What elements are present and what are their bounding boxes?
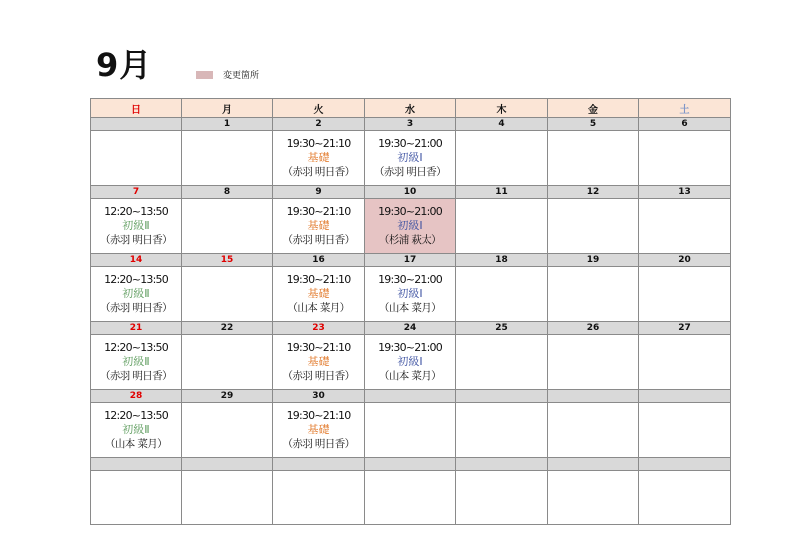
date-cell <box>91 458 182 471</box>
legend-label: 変更箇所 <box>223 71 260 81</box>
lesson-time: 19:30~21:00 <box>378 205 442 218</box>
lesson-course: 基礎 <box>307 287 330 300</box>
date-cell: 11 <box>456 186 548 199</box>
date-cell: 14 <box>91 254 182 267</box>
date-cell: 1 <box>182 118 273 131</box>
date-cell: 16 <box>273 254 365 267</box>
day-cell[interactable] <box>365 267 456 322</box>
lesson-time: 12:20~13:50 <box>104 273 168 286</box>
event-row <box>91 199 731 254</box>
day-cell[interactable] <box>365 471 456 525</box>
lesson-course: 初級Ⅰ <box>397 219 423 232</box>
day-cell[interactable] <box>182 471 273 525</box>
day-cell[interactable] <box>182 267 273 322</box>
day-cell[interactable] <box>182 335 273 390</box>
day-cell[interactable] <box>182 199 273 254</box>
lesson-entry <box>365 199 455 247</box>
lesson-teacher: （杉浦 萩太） <box>378 234 442 246</box>
date-cell: 25 <box>456 322 548 335</box>
lesson-teacher: （赤羽 明日香） <box>282 438 355 450</box>
date-cell: 21 <box>91 322 182 335</box>
day-cell[interactable] <box>548 199 639 254</box>
lesson-time: 19:30~21:10 <box>286 273 351 286</box>
lesson-course: 初級Ⅱ <box>122 219 150 232</box>
day-cell[interactable] <box>91 471 182 525</box>
lesson-course: 基礎 <box>307 151 330 164</box>
lesson-time: 19:30~21:00 <box>378 341 442 354</box>
day-cell[interactable] <box>91 403 182 458</box>
event-row <box>91 131 731 186</box>
day-cell[interactable] <box>273 199 365 254</box>
lesson-entry <box>273 403 364 451</box>
day-cell[interactable] <box>182 131 273 186</box>
date-cell <box>273 458 365 471</box>
lesson-course: 基礎 <box>307 423 330 436</box>
date-cell: 29 <box>182 390 273 403</box>
date-row <box>91 186 731 199</box>
date-cell <box>365 458 456 471</box>
lesson-entry <box>365 131 455 179</box>
day-cell[interactable] <box>639 403 731 458</box>
day-cell[interactable] <box>548 471 639 525</box>
lesson-time: 12:20~13:50 <box>104 205 168 218</box>
legend <box>196 68 259 81</box>
lesson-teacher: （山本 菜月） <box>378 370 442 382</box>
event-row <box>91 267 731 322</box>
lesson-entry <box>273 199 364 247</box>
lesson-entry <box>365 267 455 315</box>
lesson-entry <box>91 403 181 451</box>
day-cell[interactable] <box>273 335 365 390</box>
lesson-entry <box>91 267 181 315</box>
day-cell[interactable] <box>639 199 731 254</box>
weekday-sat: 土 <box>639 99 731 118</box>
day-cell[interactable] <box>456 335 548 390</box>
lesson-teacher: （赤羽 明日香） <box>99 302 173 314</box>
lesson-time: 19:30~21:00 <box>378 137 442 150</box>
date-cell: 6 <box>639 118 731 131</box>
date-cell <box>548 390 639 403</box>
lesson-time: 19:30~21:10 <box>286 205 351 218</box>
month-title: 9月 <box>96 46 153 84</box>
lesson-teacher: （山本 菜月） <box>287 302 350 314</box>
date-cell: 8 <box>182 186 273 199</box>
date-cell: 15 <box>182 254 273 267</box>
date-cell: 5 <box>548 118 639 131</box>
lesson-course: 初級Ⅰ <box>397 151 423 164</box>
day-cell[interactable] <box>639 267 731 322</box>
lesson-entry <box>365 335 455 383</box>
day-cell[interactable] <box>91 131 182 186</box>
lesson-teacher: （赤羽 明日香） <box>99 370 173 382</box>
lesson-course: 初級Ⅱ <box>122 423 150 436</box>
weekday-mon: 月 <box>182 99 273 118</box>
lesson-entry <box>273 131 364 179</box>
lesson-course: 初級Ⅰ <box>397 355 423 368</box>
weekday-wed: 水 <box>365 99 456 118</box>
lesson-teacher: （山本 菜月） <box>104 438 168 450</box>
day-cell[interactable] <box>273 403 365 458</box>
lesson-time: 19:30~21:10 <box>286 341 351 354</box>
date-cell <box>639 458 731 471</box>
lesson-time: 19:30~21:00 <box>378 273 442 286</box>
lesson-course: 基礎 <box>307 355 330 368</box>
lesson-teacher: （山本 菜月） <box>378 302 442 314</box>
date-cell: 30 <box>273 390 365 403</box>
day-cell[interactable] <box>456 267 548 322</box>
lesson-teacher: （赤羽 明日香） <box>282 234 355 246</box>
date-cell <box>456 458 548 471</box>
date-cell: 19 <box>548 254 639 267</box>
date-row <box>91 118 731 131</box>
date-cell <box>91 118 182 131</box>
weekday-thu: 木 <box>456 99 548 118</box>
date-cell: 26 <box>548 322 639 335</box>
day-cell[interactable] <box>91 267 182 322</box>
date-cell: 23 <box>273 322 365 335</box>
lesson-course: 初級Ⅱ <box>122 355 150 368</box>
date-cell: 20 <box>639 254 731 267</box>
day-cell[interactable] <box>182 403 273 458</box>
lesson-time: 12:20~13:50 <box>104 341 168 354</box>
day-cell[interactable] <box>365 131 456 186</box>
day-cell[interactable] <box>548 267 639 322</box>
day-cell[interactable] <box>365 335 456 390</box>
date-cell <box>456 390 548 403</box>
lesson-time: 19:30~21:10 <box>286 137 351 150</box>
date-cell <box>365 390 456 403</box>
event-row <box>91 471 731 525</box>
date-cell: 3 <box>365 118 456 131</box>
day-cell[interactable] <box>639 131 731 186</box>
lesson-teacher: （赤羽 明日香） <box>373 166 447 178</box>
day-cell[interactable] <box>548 403 639 458</box>
day-cell[interactable] <box>365 199 456 254</box>
date-cell: 28 <box>91 390 182 403</box>
date-cell: 4 <box>456 118 548 131</box>
event-row <box>91 403 731 458</box>
day-cell[interactable] <box>548 335 639 390</box>
date-cell: 13 <box>639 186 731 199</box>
day-cell[interactable] <box>91 335 182 390</box>
date-row <box>91 458 731 471</box>
date-cell <box>548 458 639 471</box>
day-cell[interactable] <box>91 199 182 254</box>
day-cell[interactable] <box>456 131 548 186</box>
date-row <box>91 322 731 335</box>
date-cell: 22 <box>182 322 273 335</box>
date-cell: 27 <box>639 322 731 335</box>
day-cell[interactable] <box>273 267 365 322</box>
date-cell: 2 <box>273 118 365 131</box>
date-cell: 12 <box>548 186 639 199</box>
date-cell <box>182 458 273 471</box>
weekday-header-row <box>91 99 731 118</box>
date-cell: 7 <box>91 186 182 199</box>
day-cell[interactable] <box>273 471 365 525</box>
lesson-teacher: （赤羽 明日香） <box>99 234 173 246</box>
lesson-entry <box>273 335 364 383</box>
calendar-grid <box>90 98 731 525</box>
weekday-sun: 日 <box>91 99 182 118</box>
day-cell[interactable] <box>365 403 456 458</box>
date-row <box>91 254 731 267</box>
day-cell[interactable] <box>456 199 548 254</box>
legend-swatch <box>196 71 213 79</box>
lesson-time: 19:30~21:10 <box>286 409 351 422</box>
date-cell: 18 <box>456 254 548 267</box>
date-cell: 9 <box>273 186 365 199</box>
date-cell: 24 <box>365 322 456 335</box>
lesson-course: 初級Ⅰ <box>397 287 423 300</box>
lesson-time: 12:20~13:50 <box>104 409 168 422</box>
lesson-teacher: （赤羽 明日香） <box>282 370 355 382</box>
day-cell[interactable] <box>548 131 639 186</box>
lesson-course: 基礎 <box>307 219 330 232</box>
date-cell: 10 <box>365 186 456 199</box>
lesson-entry <box>91 335 181 383</box>
day-cell[interactable] <box>639 471 731 525</box>
lesson-entry <box>91 199 181 247</box>
date-row <box>91 390 731 403</box>
date-cell <box>639 390 731 403</box>
day-cell[interactable] <box>639 335 731 390</box>
date-cell: 17 <box>365 254 456 267</box>
lesson-teacher: （赤羽 明日香） <box>282 166 355 178</box>
day-cell[interactable] <box>456 403 548 458</box>
event-row <box>91 335 731 390</box>
day-cell[interactable] <box>273 131 365 186</box>
lesson-course: 初級Ⅱ <box>122 287 150 300</box>
lesson-entry <box>273 267 364 315</box>
day-cell[interactable] <box>456 471 548 525</box>
weekday-tue: 火 <box>273 99 365 118</box>
weekday-fri: 金 <box>548 99 639 118</box>
calendar-body <box>91 99 731 525</box>
